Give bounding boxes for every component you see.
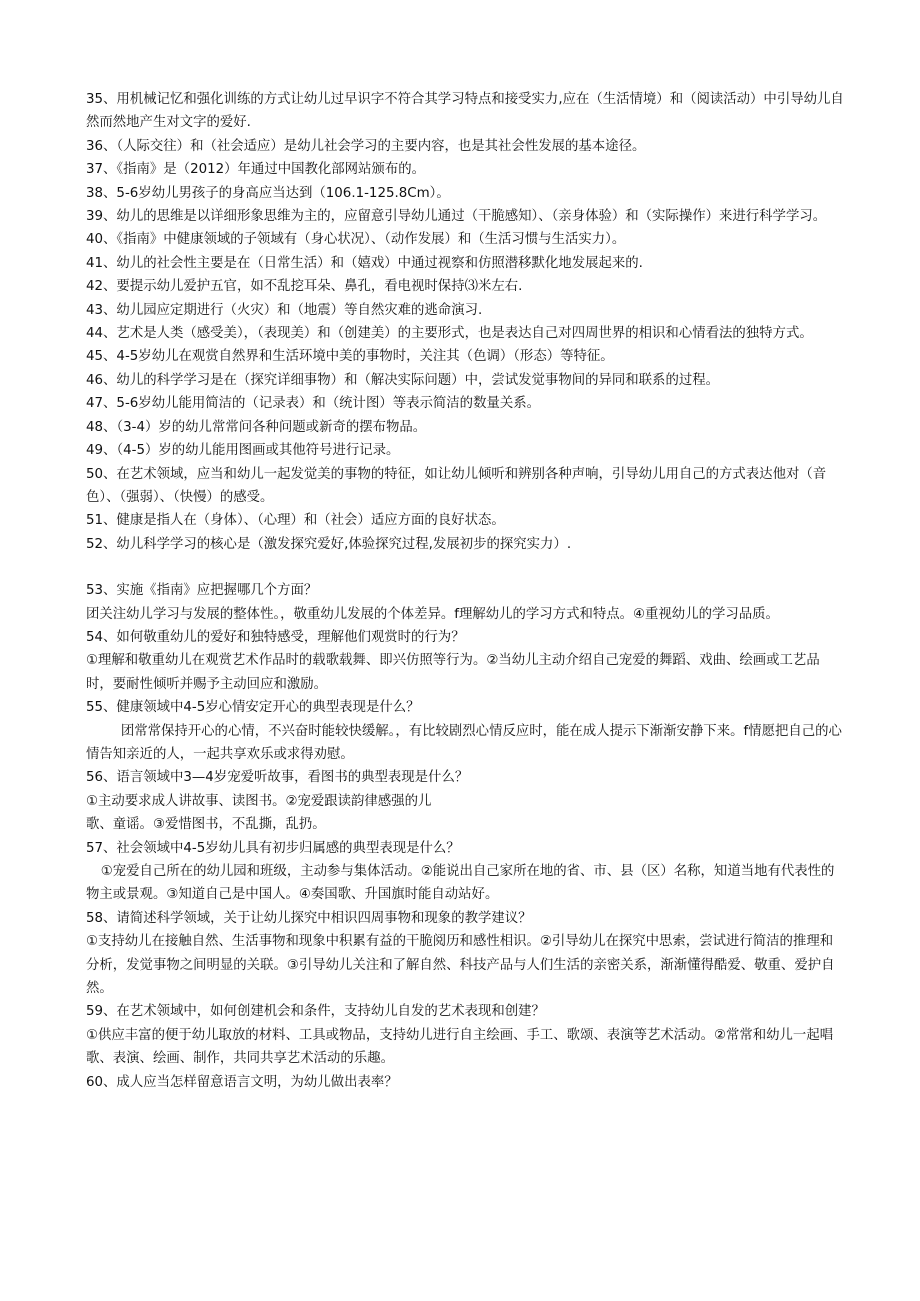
answer-56-continued: 歌、童谣。③爱惜图书，不乱撕，乱扔。 bbox=[86, 817, 326, 833]
item-51: 51、健康是指人在（身体）、（心理）和（社会）适应方面的良好状态。 bbox=[86, 513, 505, 529]
question-53: 53、实施《指南》应把握哪几个方面？ bbox=[86, 583, 318, 599]
item-48: 48、（3-4）岁的幼儿常常问各种问题或新奇的摆布物品。 bbox=[86, 419, 427, 435]
item-44: 44、艺术是人类（感受美），（表现美）和（创建美）的主要形式，也是表达自己对四周世界的相识和心情看法的独特方式。 bbox=[86, 326, 813, 342]
section-gap bbox=[86, 556, 846, 579]
item-45: 45、4-5岁幼儿在观赏自然界和生活环境中美的事物时，关注其（色调）（形态）等特征。 bbox=[86, 349, 614, 365]
item-50: 50、在艺术领域，应当和幼儿一起发觉美的事物的特征，如让幼儿倾听和辨别各种声响，引导幼儿用自己的方式表达他对（音色）、（强弱）、（快慢）的感受。 bbox=[86, 466, 827, 505]
answer-59: ①供应丰富的便于幼儿取放的材料、工具或物品，支持幼儿进行自主绘画、手工、歌颂、表演等艺术活动。②常常和幼儿一起唱歌、表演、绘画、制作，共同共享艺术活动的乐趣。 bbox=[86, 1027, 834, 1067]
item-52: 52、幼儿科学学习的核心是（激发探究爱好,体验探究过程,发展初步的探究实力）. bbox=[86, 536, 572, 552]
item-46: 46、幼儿的科学学习是在（探究详细事物）和（解决实际问题）中，尝试发觉事物间的异同和联系的过程。 bbox=[86, 372, 720, 388]
answer-58: ①支持幼儿在接触自然、生活事物和现象中积累有益的干脆阅历和感性相识。②引导幼儿在探究中思索，尝试进行简洁的推理和分析，发觉事物之间明显的关联。③引导幼儿关注和了解自然、科技产品与人们生活的亲密关系，渐渐懂得酷爱、敬重、爱护自然。 bbox=[86, 934, 835, 997]
answer-53: 团关注幼儿学习与发展的整体性。，敬重幼儿发展的个体差异。f理解幼儿的学习方式和特点。④重视幼儿的学习品质。 bbox=[86, 606, 779, 622]
question-55: 55、健康领域中4-5岁心情安定开心的典型表现是什么？ bbox=[86, 700, 420, 716]
item-47: 47、5-6岁幼儿能用简洁的（记录表）和（统计图）等表示简洁的数量关系。 bbox=[86, 396, 541, 412]
item-43: 43、幼儿园应定期进行（火灾）和（地震）等自然灾难的逃命演习. bbox=[86, 302, 483, 318]
item-42: 42、要提示幼儿爱护五官，如不乱挖耳朵、鼻孔，看电视时保持⑶米左右. bbox=[86, 279, 523, 295]
item-49: 49、（4-5）岁的幼儿能用图画或其他符号进行记录。 bbox=[86, 443, 400, 459]
answer-57: ①宠爱自己所在的幼儿园和班级，主动参与集体活动。②能说出自己家所在地的省、市、县（区）名称，知道当地有代表性的物主或景观。③知道自己是中国人。④奏国歌、升国旗时能自动站好。 bbox=[86, 864, 835, 903]
question-57: 57、社会领域中4-5岁幼儿具有初步归属感的典型表现是什么？ bbox=[86, 840, 460, 856]
question-54: 54、如何敬重幼儿的爱好和独特感受，理解他们观赏时的行为？ bbox=[86, 629, 465, 645]
answer-56: ①主动要求成人讲故事、读图书。②宠爱跟读韵律感强的儿 bbox=[86, 793, 432, 809]
item-35: 35、用机械记忆和强化训练的方式让幼儿过早识字不符合其学习特点和接受实力,应在（生活情境）和（阅读活动）中引导幼儿自然而然地产生对文字的爱好. bbox=[86, 92, 844, 131]
question-56: 56、语言领域中3—4岁宠爱听故事，看图书的典型表现是什么？ bbox=[86, 770, 469, 786]
item-39: 39、幼儿的思维是以详细形象思维为主的，应留意引导幼儿通过（干脆感知）、（亲身体验）和（实际操作）来进行科学学习。 bbox=[86, 209, 827, 225]
answer-55: 团常常保持开心的心情，不兴奋时能较快缓解。，有比较剧烈心情反应时，能在成人提示下渐渐安静下来。f情愿把自己的心情告知亲近的人，一起共享欢乐或求得劝慰。 bbox=[86, 723, 842, 762]
item-40: 40、《指南》中健康领域的子领域有（身心状况）、（动作发展）和（生活习惯与生活实力）。 bbox=[86, 232, 626, 248]
question-60: 60、成人应当怎样留意语言文明，为幼儿做出表率？ bbox=[86, 1074, 398, 1090]
document-page bbox=[86, 88, 846, 1094]
item-36: 36、（人际交往）和（社会适应）是幼儿社会学习的主要内容，也是其社会性发展的基本途径。 bbox=[86, 138, 646, 154]
item-37: 37、《指南》是（2012）年通过中国教化部网站颁布的。 bbox=[86, 162, 426, 178]
question-58: 58、请简述科学领域，关于让幼儿探究中相识四周事物和现象的教学建议？ bbox=[86, 910, 532, 926]
item-38: 38、5-6岁幼儿男孩子的身高应当达到（106.1-125.8Cm）。 bbox=[86, 185, 450, 201]
answer-54: ①理解和敬重幼儿在观赏艺术作品时的载歌载舞、即兴仿照等行为。②当幼儿主动介绍自己宠爱的舞蹈、戏曲、绘画或工艺品时，要耐性倾听并赐予主动回应和激励。 bbox=[86, 653, 820, 692]
question-59: 59、在艺术领域中，如何创建机会和条件，支持幼儿自发的艺术表现和创建？ bbox=[86, 1004, 545, 1020]
item-41: 41、幼儿的社会性主要是在（日常生活）和（嬉戏）中通过视察和仿照潜移默化地发展起来的. bbox=[86, 255, 643, 271]
